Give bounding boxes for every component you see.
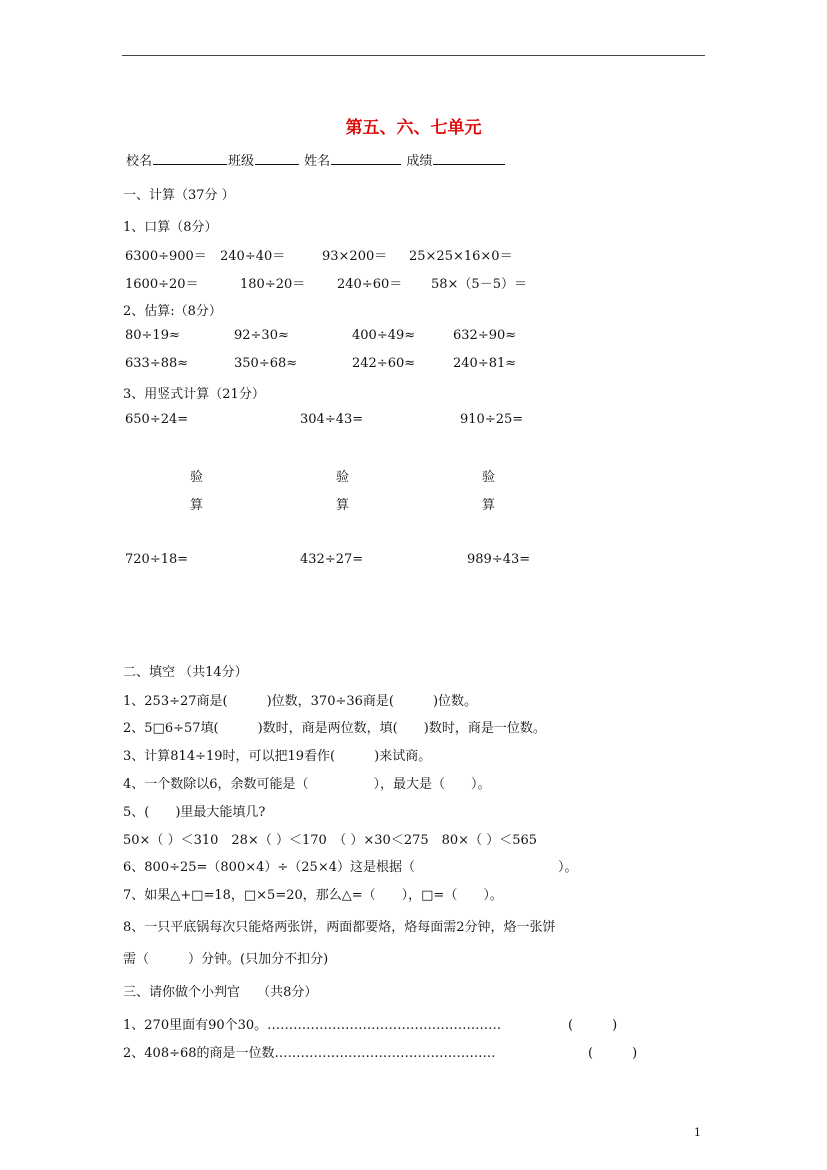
subsection-heading: 2、估算:（8分） <box>123 304 222 319</box>
check-label: 算 <box>190 498 204 513</box>
score-blank <box>433 152 505 165</box>
problem: 304÷43= <box>300 412 364 427</box>
question: 5、( )里最大能填几? <box>123 805 266 820</box>
problem: 240÷40＝ <box>220 249 286 264</box>
subsection-heading: 3、用竖式计算（21分） <box>123 387 265 402</box>
check-label: 算 <box>336 498 350 513</box>
question: 需（ ）分钟。(只加分不扣分) <box>123 952 329 967</box>
question: 1、253÷27商是( )位数，370÷36商是( )位数。 <box>123 694 478 709</box>
judge-statement: 1、270里面有90个30。……………………………………………… <box>123 1018 502 1033</box>
problem: 240÷60＝ <box>337 277 403 292</box>
judge-statement: 2、408÷68的商是一位数…………………………………………… <box>123 1046 496 1061</box>
section-heading: 一、计算（37分 ） <box>123 188 235 203</box>
problem: 632÷90≈ <box>453 328 517 343</box>
section-heading: 二、填空 （共14分） <box>123 665 248 680</box>
name-label: 姓名 <box>304 154 331 169</box>
check-label: 验 <box>482 470 496 485</box>
problem: 720÷18= <box>125 552 189 567</box>
question: 7、如果△+□=18，□×5=20，那么△=（ ），□=（ ）。 <box>123 888 503 903</box>
subsection-heading: 1、口算（8分） <box>123 220 218 235</box>
question: 4、一个数除以6，余数可能是（ ），最大是（ ）。 <box>123 777 491 792</box>
page-title: 第五、六、七单元 <box>345 118 482 138</box>
question: 50×（ ）＜310 28×（ ）＜170 （ ）×30＜275 80×（ ）＜565 <box>123 833 538 848</box>
problem: 242÷60≈ <box>352 356 416 371</box>
score-label: 成绩 <box>406 154 433 169</box>
check-label: 验 <box>190 470 204 485</box>
class-blank <box>255 152 299 165</box>
problem: 633÷88≈ <box>125 356 189 371</box>
check-label: 验 <box>336 470 350 485</box>
problem: 350÷68≈ <box>234 356 298 371</box>
name-blank <box>331 152 401 165</box>
problem: 400÷49≈ <box>352 328 416 343</box>
info-line <box>126 150 506 169</box>
page-number: 1 <box>694 1126 701 1139</box>
problem: 989÷43= <box>467 552 531 567</box>
header-rule <box>122 55 705 56</box>
question: 8、一只平底锅每次只能烙两张饼，两面都要烙，烙每面需2分钟，烙一张饼 <box>123 920 556 935</box>
section-heading: 三、请你做个小判官 （共8分） <box>123 985 318 1000</box>
question: 3、计算814÷19时，可以把19看作( )来试商。 <box>123 749 432 764</box>
school-blank <box>153 152 227 165</box>
question: 2、5□6÷57填( )数时，商是两位数，填( )数时，商是一位数。 <box>123 721 546 736</box>
question: 6、800÷25=（800×4）÷（25×4）这是根据（ ）。 <box>123 860 578 875</box>
problem: 6300÷900＝ <box>125 249 207 264</box>
judge-answer-blank: ( ) <box>568 1018 618 1033</box>
problem: 1600÷20＝ <box>125 277 199 292</box>
problem: 92÷30≈ <box>234 328 289 343</box>
check-label: 算 <box>482 498 496 513</box>
problem: 650÷24= <box>125 412 189 427</box>
problem: 910÷25= <box>460 412 524 427</box>
problem: 432÷27= <box>300 552 364 567</box>
problem: 80÷19≈ <box>125 328 180 343</box>
problem: 93×200＝ <box>322 249 388 264</box>
problem: 25×25×16×0＝ <box>409 249 513 264</box>
class-label: 班级 <box>228 154 255 169</box>
problem: 180÷20＝ <box>240 277 306 292</box>
problem: 240÷81≈ <box>453 356 517 371</box>
school-label: 校名 <box>126 154 153 169</box>
problem: 58×（5－5）＝ <box>431 277 527 292</box>
judge-answer-blank: ( ) <box>588 1046 638 1061</box>
